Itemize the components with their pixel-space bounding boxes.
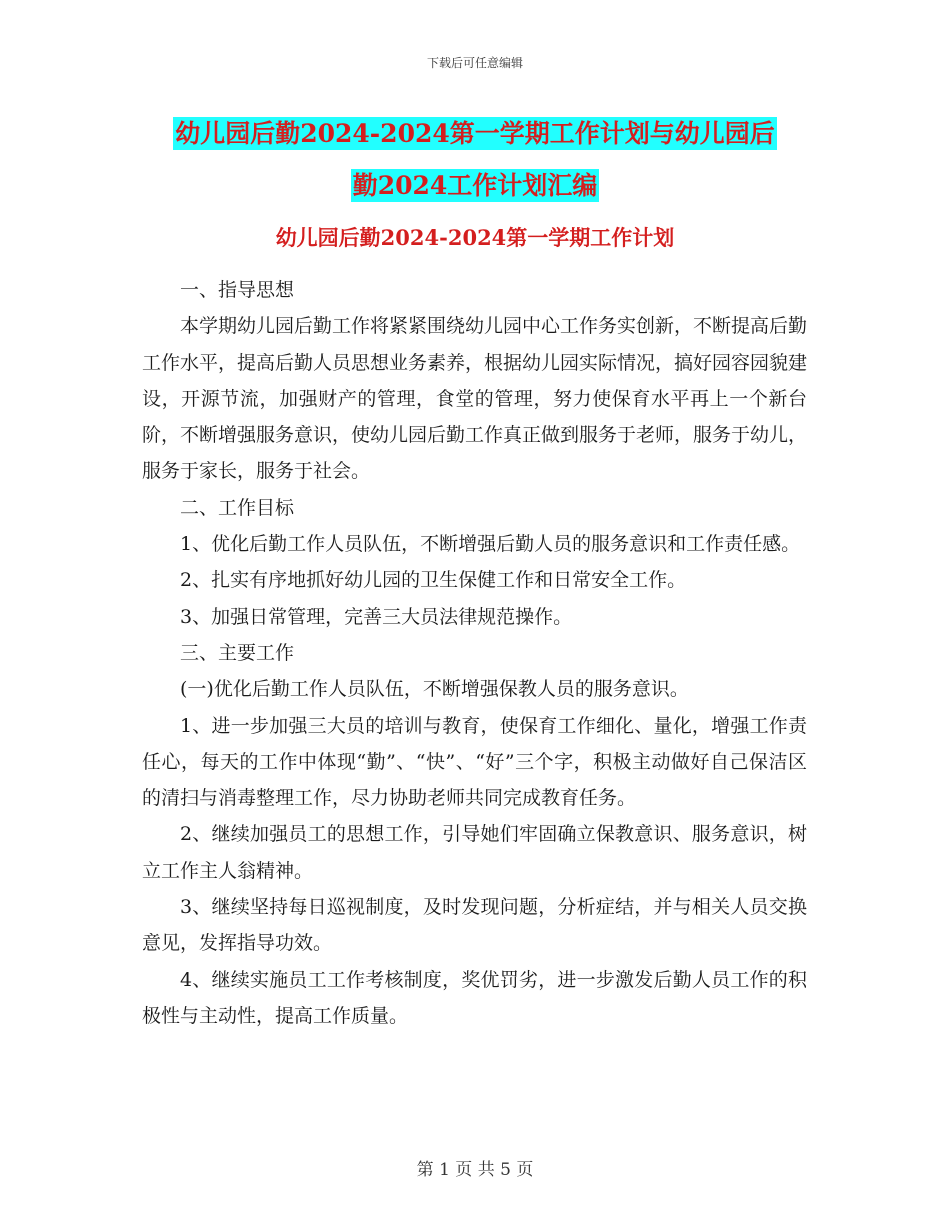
paragraph: (一)优化后勤工作人员队伍，不断增强保教人员的服务意识。 bbox=[180, 678, 689, 701]
heading-main-work: 三、主要工作 bbox=[180, 641, 295, 664]
paragraph: 4、继续实施员工工作考核制度，奖优罚劣，进一步激发后勤人员工作的积极性与主动性，提高工作质量。 bbox=[142, 968, 807, 1027]
heading-work-goals: 二、工作目标 bbox=[180, 496, 295, 519]
paragraph: 3、继续坚持每日巡视制度，及时发现问题，分析症结，并与相关人员交换意见，发挥指导功效。 bbox=[142, 896, 807, 955]
paragraph: 3、加强日常管理，完善三大员法律规范操作。 bbox=[180, 605, 573, 628]
section-title: 幼儿园后勤2024-2024第一学期工作计划 bbox=[275, 225, 675, 250]
header-note: 下载后可任意编辑 bbox=[426, 56, 523, 70]
document-title bbox=[140, 108, 810, 212]
paragraph: 2、继续加强员工的思想工作，引导她们牢固确立保教意识、服务意识，树立工作主人翁精神。 bbox=[142, 823, 807, 882]
paragraph: 2、扎实有序地抓好幼儿园的卫生保健工作和日常安全工作。 bbox=[180, 569, 687, 592]
document-title-line-2: 勤2024工作计划汇编 bbox=[352, 171, 598, 200]
paragraph: 1、优化后勤工作人员队伍，不断增强后勤人员的服务意识和工作责任感。 bbox=[180, 533, 801, 556]
heading-guiding-ideology: 一、指导思想 bbox=[180, 279, 295, 301]
paragraph: 1、进一步加强三大员的培训与教育，使保育工作细化、量化，增强工作责任心，每天的工作中体现“勤”、“快”、“好”三个字，积极主动做好自己保洁区的清扫与消毒整理工作，尽力协助老师共同完成教育任务。 bbox=[142, 714, 807, 810]
document-title-line-1: 幼儿园后勤2024-2024第一学期工作计划与幼儿园后 bbox=[175, 119, 775, 148]
body-content bbox=[142, 272, 807, 1034]
page-number: 第 1 页 共 5 页 bbox=[416, 1160, 534, 1180]
paragraph: 本学期幼儿园后勤工作将紧紧围绕幼儿园中心工作务实创新，不断提高后勤工作水平，提高后勤人员思想业务素养，根据幼儿园实际情况，搞好园容园貌建设，开源节流，加强财产的管理，食堂的管理，努力使保育水平再上一个新台阶，不断增强服务意识，使幼儿园后勤工作真正做到服务于老师，服务于幼儿，服务于家长，服务于社会。 bbox=[142, 315, 808, 483]
